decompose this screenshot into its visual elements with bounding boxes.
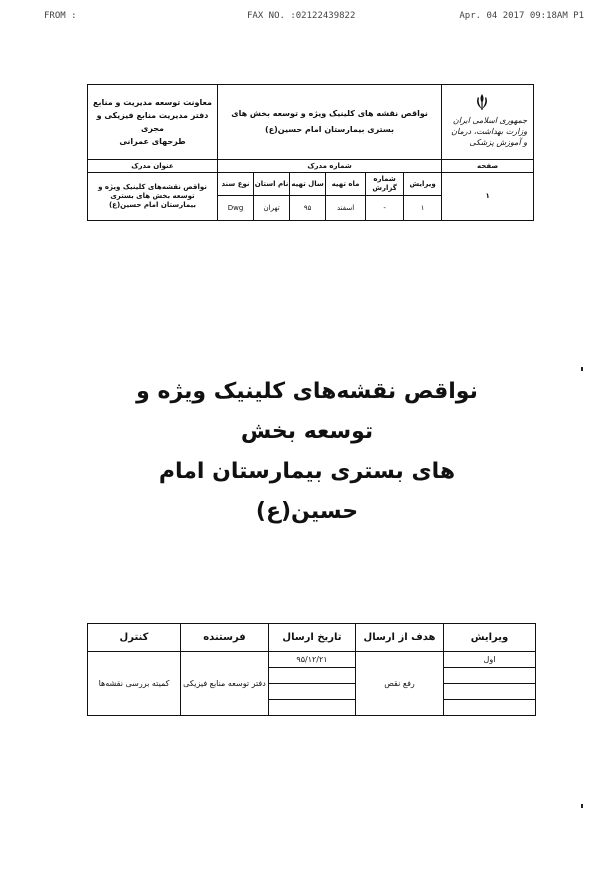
th-purpose: هدف از ارسال [356,624,444,652]
col-revision: ویرایش [404,173,442,196]
main-title [110,372,504,532]
revision-cell: اول [444,652,536,668]
col-month: ماه تهیه [326,173,366,196]
doc-type-value: Dwg [218,196,254,221]
doc-title-label: عنوان مدرک [88,160,218,173]
main-title-line-1: نواقص نقشه‌های کلینیک ویژه و توسعه بخش [136,379,478,444]
header-title [218,85,442,160]
fax-number: FAX NO. :02122439822 [247,11,356,21]
doc-title-line-1: نواقص نقشه‌های کلینیک ویژه و [98,183,207,191]
revision-blank-cell [444,668,536,684]
sender-cell: دفتر توسعه منابع فیزیکی [181,652,269,716]
col-report-no: شماره گزارش [366,173,404,196]
page-label: صفحه [442,160,534,173]
send-date-cell: ۹۵/۱۲/۲۱ [269,652,356,668]
purpose-cell: رفع نقص [356,652,444,716]
th-control: کنترل [88,624,181,652]
th-send-date: تاریخ ارسال [269,624,356,652]
organization-cell [88,85,218,160]
doc-title-line-2: توسعه بخش های بستری [110,192,195,200]
fax-header [44,11,584,25]
fax-from: FROM : [44,11,77,21]
org-line-2: دفتر مدیریت منابع فیزیکی و مجری [96,111,209,133]
revision-blank-cell [444,700,536,716]
main-title-line-2: های بستری بیمارستان امام حسین(ع) [158,459,456,524]
doc-number-label: شماره مدرک [218,160,442,173]
scan-edge-mark [581,804,583,808]
send-date-blank-cell [269,668,356,684]
year-value: ۹۵ [290,196,326,221]
control-cell: کمیته بررسی نقشه‌ها [88,652,181,716]
scan-edge-mark [581,367,583,371]
revision-blank-cell [444,684,536,700]
col-doc-type: نوع سند [218,173,254,196]
document-header-table [87,84,534,221]
col-province: نام استان [254,173,290,196]
th-revision: ویرایش [444,624,536,652]
logo-cell [442,85,534,160]
org-line-3: طرحهای عمرانی [119,137,186,146]
ministry-name: جمهوری اسلامی ایران وزارت بهداشت، درمان و آموزش پزشکی [451,116,528,147]
revision-value: ۱ [404,196,442,221]
doc-title [88,173,218,221]
org-line-1: معاونت توسعه مدیریت و منابع [92,98,212,107]
transmittal-table [87,623,536,716]
report-no-value: - [366,196,404,221]
th-sender: فرستنده [181,624,269,652]
month-value: اسفند [326,196,366,221]
province-value: تهران [254,196,290,221]
fax-date: Apr. 04 2017 09:18AM P1 [459,11,584,21]
send-date-blank-cell [269,700,356,716]
col-year: سال تهیه [290,173,326,196]
iran-emblem-icon [475,93,489,111]
doc-title-line-3: بیمارستان امام حسین(ع) [108,201,197,209]
header-title-line-1: نواقص نقشه های کلینیک ویژه و توسعه بخش های [231,109,428,118]
send-date-blank-cell [269,684,356,700]
header-title-line-2: بستری بیمارستان امام حسین(ع) [265,125,395,134]
page-value: ۱ [442,173,534,221]
